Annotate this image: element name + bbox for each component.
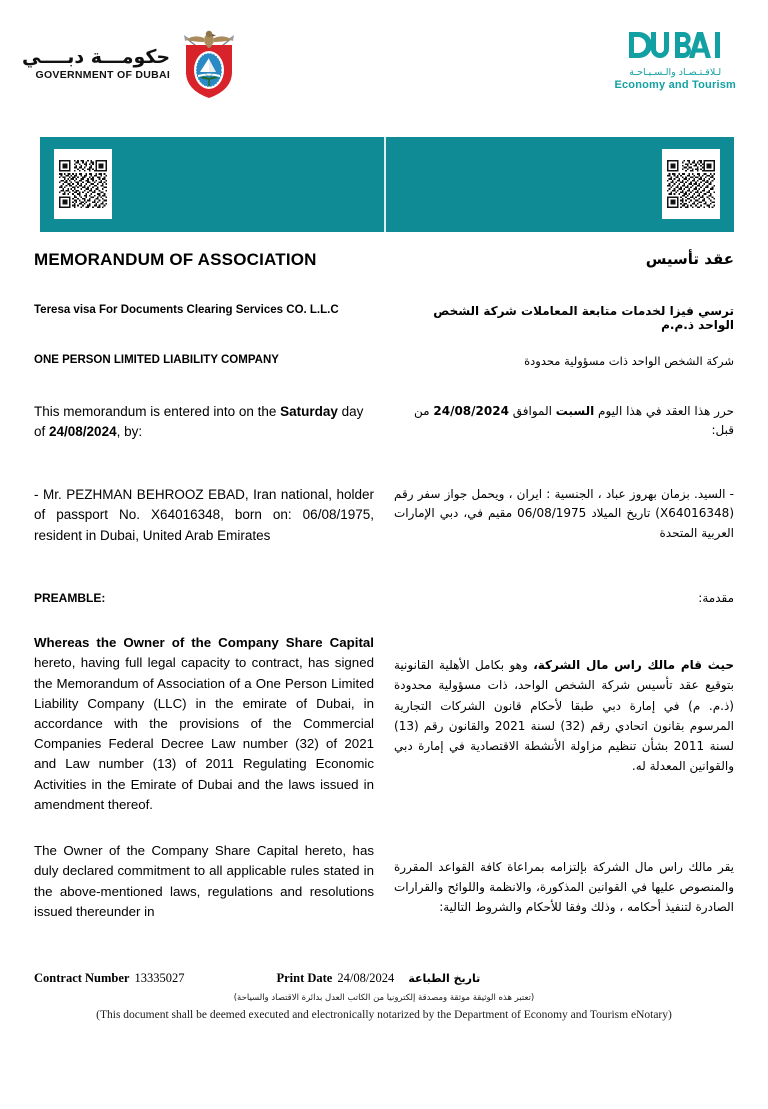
date-clause-ar-part1: حرر هذا العقد في هذا اليوم [594,404,734,418]
paragraph-1-ar-body: وهو بكامل الأهلية القانونية بتوقيع عقد تأسيس شركة الشخص الواحد، ذات مسؤولية محدودة (ذ.م. م) في إمارة دبي طبقا لأحكام قانون الشركات التجارية المرسوم بقانون اتحادي رقم (32) لسنة 2021 والقانون رقم (13) لسنة 2011 بشأن تنظيم مزاولة الأنشطة الاقتصادية في إمارة دبي والقوانين المعدلة له. [394,658,734,774]
print-date-label: Print Date [276,971,333,985]
teal-banner [40,137,734,232]
date-clause-en [34,402,374,443]
date-clause-en-part1: This memorandum is entered into on the [34,404,281,419]
print-date-value: 24/08/2024 [337,971,395,985]
date-clause-en-part3: , by: [116,424,143,440]
paragraph-2-en: The Owner of the Company Share Capital hereto, has duly declared commitment to all applicable rules stated in the above-mentioned laws, regulations and resolutions issued thereunder in [34,843,374,919]
date-clause-en-part2: day of [34,404,364,440]
date-clause-row [34,402,734,443]
paragraph-2-row [34,841,734,922]
dubai-economy-tourism-logo [614,30,736,91]
date-clause-en-day: Saturday [280,404,338,419]
government-of-dubai-english: GOVERNMENT OF DUBAI [35,68,171,81]
det-logo-arabic: لـلاقـتـصـاد والـسـيـاحـة [629,67,722,78]
qr-code-left-icon [59,160,107,208]
owner-details-row [34,485,734,548]
paragraph-1-en [34,633,374,815]
qr-code-right-icon [667,160,715,208]
date-clause-ar [394,402,734,440]
contract-number-value: 13335027 [134,971,185,985]
document-title-en: MEMORANDUM OF ASSOCIATION [34,250,317,269]
dubai-wordmark-icon [614,30,736,65]
document-header [0,0,768,120]
footer-meta-line [34,971,734,986]
paragraph-1-row [34,633,734,815]
paragraph-1-ar [394,633,734,776]
paragraph-2-ar: يقر مالك راس مال الشركة بإلتزامه بمراعاة كافة القواعد المقررة والمنصوص عليها في القوانين المذكورة، والانظمة واللوائح والقرارات الصادرة لتنفيذ أحكامه ، وذلك وفقا للأحكام والشروط التالية: [394,860,734,915]
date-clause-ar-part2: الموافق [508,404,556,418]
company-type-ar: شركة الشخص الواحد ذات مسؤولية محدودة [524,354,734,368]
date-clause-ar-date: 24/08/2024 [433,404,509,418]
notarization-note-ar: (تعتبر هذه الوثيقة موثقة ومصدقة إلكترونيا من الكاتب العدل بدائرة الاقتصاد والسياحة) [233,993,535,1003]
date-clause-en-date: 24/08/2024 [49,424,117,440]
paragraph-1-en-lead: Whereas the Owner of the Company Share Capital [34,635,374,651]
company-type-en: ONE PERSON LIMITED LIABILITY COMPANY [34,354,279,366]
document-title-ar: عقد تأسيس [645,250,734,268]
government-of-dubai-arabic: حكومـــة دبــــي [22,45,171,68]
date-clause-ar-day: السبت [555,404,595,418]
owner-details-ar: - السيد. بزمان بهروز عباد ، الجنسية : ايران ، ويحمل جواز سفر رقم (X64016348) تاريخ الميلاد 06/08/1975 مقيم في، دبي الإمارات العربية المتحدة [394,486,734,541]
company-type-row [34,354,734,368]
paragraph-1-en-body: hereto, having full legal capacity to contract, has signed the Memorandum of Association of a One Person Limited Liability Company (LLC) in the emirate of Dubai, in accordance with the provisions of the Commercial Companies Federal Decree Law number (32) of 2021 and Law number (13) of 2011 Regulating Economic Activities in the Emirate of Dubai and the laws issued in amendment thereof. [34,655,374,812]
title-row [34,250,734,270]
dubai-government-emblem-icon [176,28,242,100]
preamble-heading-ar: مقدمة: [698,591,734,606]
preamble-heading-en: PREAMBLE: [34,591,106,606]
company-name-row [34,304,734,332]
preamble-heading-row [34,591,734,605]
government-of-dubai-logo-text [22,45,171,81]
banner-divider [384,137,386,232]
paragraph-1-ar-lead: حيث قام مالك راس مال الشركة، [533,658,734,673]
notarization-note-en: (This document shall be deemed executed and electronically notarized by the Department of Economy and Tourism eNotary) [96,1009,672,1021]
print-date-group [276,971,480,986]
document-footer [0,971,768,1021]
government-of-dubai-logo [22,28,242,100]
contract-number-label: Contract Number [34,971,130,985]
date-clause-ar-part3: من قبل: [413,404,734,438]
document-body [0,250,768,948]
qr-code-left-container [54,149,112,219]
qr-code-right-container [662,149,720,219]
owner-details-en: - Mr. PEZHMAN BEHROOZ EBAD, Iran national, holder of passport No. X64016348, born on: 06/08/1975, resident in Dubai, United Arab Emirates [34,486,374,544]
det-logo-english: Economy and Tourism [614,79,736,91]
company-name-ar: ترسي فيزا لخدمات متابعة المعاملات شركة الشخص الواحد ذ.م.م [433,304,734,332]
print-date-label-ar: تاريخ الطباعة [408,972,481,985]
company-name-en: Teresa visa For Documents Clearing Services CO. L.L.C [34,304,339,316]
